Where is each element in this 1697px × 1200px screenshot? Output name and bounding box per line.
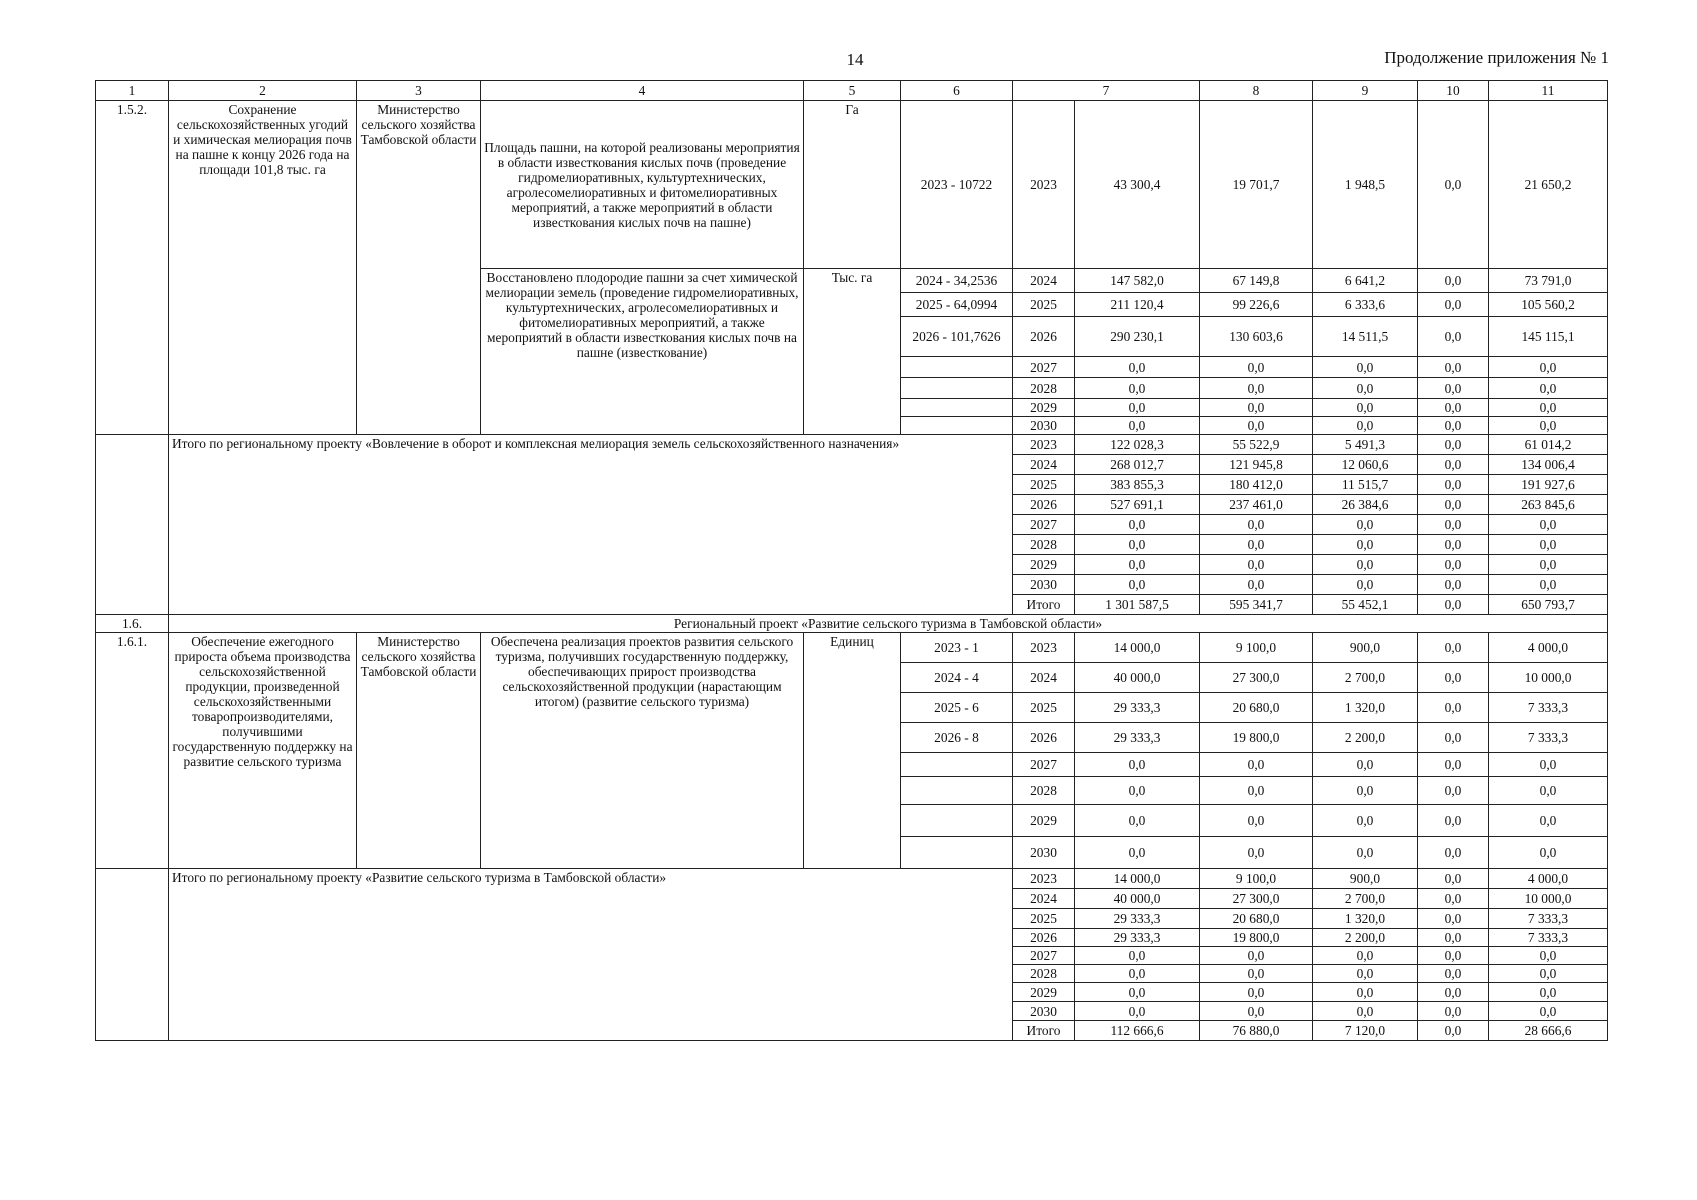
year-cell: 2024 (1013, 663, 1075, 693)
value-cell-c10: 0,0 (1418, 595, 1489, 615)
value-cell-c8: 130 603,6 (1200, 317, 1313, 357)
value-cell-c7: 29 333,3 (1075, 723, 1200, 753)
value-cell-c11: 0,0 (1489, 575, 1608, 595)
year-cell: 2023 (1013, 101, 1075, 269)
value-cell-c11: 0,0 (1489, 777, 1608, 805)
value-cell-c9: 0,0 (1313, 777, 1418, 805)
value-cell-c8: 0,0 (1200, 777, 1313, 805)
value-cell-c9: 5 491,3 (1313, 435, 1418, 455)
value-cell-c9: 0,0 (1313, 535, 1418, 555)
value-cell-c7: 0,0 (1075, 515, 1200, 535)
value-cell-c9: 0,0 (1313, 417, 1418, 435)
value-cell-c7: 0,0 (1075, 575, 1200, 595)
column-number-10: 10 (1418, 81, 1489, 101)
value-cell-c7: 0,0 (1075, 378, 1200, 399)
value-cell-c8: 0,0 (1200, 378, 1313, 399)
value-cell-c7: 0,0 (1075, 357, 1200, 378)
value-cell-c7: 0,0 (1075, 417, 1200, 435)
value-cell-c11: 0,0 (1489, 837, 1608, 869)
value-cell-c10: 0,0 (1418, 378, 1489, 399)
value-cell-c10: 0,0 (1418, 633, 1489, 663)
column-number-2: 2 (169, 81, 357, 101)
value-cell-c8: 20 680,0 (1200, 693, 1313, 723)
indicator-name: Площадь пашни, на которой реализованы мероприятия в области известкования кислых почв (проведение гидромелиоративных, культуртехнических, агролесомелиоративных и фитомелиоративных мероприятий, а также мероприятий в области известкования кислых почв на пашне) (481, 101, 804, 269)
column-number-6: 6 (901, 81, 1013, 101)
value-cell-c10: 0,0 (1418, 357, 1489, 378)
value-cell-c11: 191 927,6 (1489, 475, 1608, 495)
value-cell-c8: 19 800,0 (1200, 723, 1313, 753)
value-cell-c9: 1 948,5 (1313, 101, 1418, 269)
year-cell: 2026 (1013, 929, 1075, 947)
table-row (96, 435, 1608, 455)
value-cell-c11: 73 791,0 (1489, 269, 1608, 293)
value-cell-c7: 112 666,6 (1075, 1021, 1200, 1041)
value-cell-c10: 0,0 (1418, 575, 1489, 595)
year-cell: 2027 (1013, 515, 1075, 535)
value-cell-c7: 211 120,4 (1075, 293, 1200, 317)
indicator-target (901, 777, 1013, 805)
value-cell-c7: 290 230,1 (1075, 317, 1200, 357)
page-number: 14 (846, 50, 864, 69)
empty-code-cell (96, 869, 169, 1041)
year-cell: 2029 (1013, 399, 1075, 417)
value-cell-c11: 134 006,4 (1489, 455, 1608, 475)
year-cell: 2025 (1013, 693, 1075, 723)
column-number-1: 1 (96, 81, 169, 101)
year-cell: 2030 (1013, 417, 1075, 435)
table-row (96, 633, 1608, 663)
column-number-9: 9 (1313, 81, 1418, 101)
year-cell: 2028 (1013, 535, 1075, 555)
measure-name: Сохранение сельскохозяйственных угодий и химическая мелиорация почв на пашне к концу 2026 года на площади 101,8 тыс. га (169, 101, 357, 435)
value-cell-c11: 61 014,2 (1489, 435, 1608, 455)
indicator-name: Обеспечена реализация проектов развития сельского туризма, получивших государственную поддержку, обеспечивающих прирост производства сельскохозяйственной продукции (нарастающим итогом) (развитие сельского туризма) (481, 633, 804, 869)
value-cell-c10: 0,0 (1418, 693, 1489, 723)
value-cell-c11: 0,0 (1489, 753, 1608, 777)
value-cell-c10: 0,0 (1418, 723, 1489, 753)
value-cell-c10: 0,0 (1418, 399, 1489, 417)
measure-code: 1.6.1. (96, 633, 169, 869)
value-cell-c10: 0,0 (1418, 1002, 1489, 1021)
value-cell-c8: 0,0 (1200, 535, 1313, 555)
year-cell: 2026 (1013, 317, 1075, 357)
value-cell-c7: 0,0 (1075, 837, 1200, 869)
value-cell-c8: 27 300,0 (1200, 889, 1313, 909)
value-cell-c7: 40 000,0 (1075, 663, 1200, 693)
appendix-table (95, 80, 1608, 1041)
year-cell: Итого (1013, 1021, 1075, 1041)
measure-name: Обеспечение ежегодного прироста объема производства сельскохозяйственной продукции, произведенной сельскохозяйственными товаропроизводителями, получившими государственную поддержку на развитие сельского туризма (169, 633, 357, 869)
year-cell: 2030 (1013, 575, 1075, 595)
value-cell-c7: 0,0 (1075, 1002, 1200, 1021)
value-cell-c9: 0,0 (1313, 575, 1418, 595)
value-cell-c11: 21 650,2 (1489, 101, 1608, 269)
value-cell-c7: 0,0 (1075, 805, 1200, 837)
value-cell-c8: 0,0 (1200, 515, 1313, 535)
value-cell-c10: 0,0 (1418, 535, 1489, 555)
indicator-target (901, 837, 1013, 869)
measure-executor: Министерство сельского хозяйства Тамбовской области (357, 633, 481, 869)
value-cell-c10: 0,0 (1418, 475, 1489, 495)
value-cell-c9: 6 641,2 (1313, 269, 1418, 293)
value-cell-c9: 7 120,0 (1313, 1021, 1418, 1041)
value-cell-c11: 650 793,7 (1489, 595, 1608, 615)
value-cell-c10: 0,0 (1418, 555, 1489, 575)
value-cell-c7: 0,0 (1075, 965, 1200, 983)
value-cell-c10: 0,0 (1418, 1021, 1489, 1041)
value-cell-c7: 527 691,1 (1075, 495, 1200, 515)
value-cell-c10: 0,0 (1418, 965, 1489, 983)
value-cell-c7: 0,0 (1075, 753, 1200, 777)
table-row (96, 869, 1608, 889)
year-cell: 2025 (1013, 909, 1075, 929)
section-title: Региональный проект «Развитие сельского туризма в Тамбовской области» (169, 615, 1608, 633)
value-cell-c11: 4 000,0 (1489, 633, 1608, 663)
indicator-target: 2025 - 6 (901, 693, 1013, 723)
year-cell: 2024 (1013, 455, 1075, 475)
indicator-target (901, 805, 1013, 837)
value-cell-c9: 1 320,0 (1313, 909, 1418, 929)
table-row (96, 101, 1608, 269)
value-cell-c9: 14 511,5 (1313, 317, 1418, 357)
value-cell-c11: 0,0 (1489, 805, 1608, 837)
value-cell-c10: 0,0 (1418, 837, 1489, 869)
value-cell-c8: 0,0 (1200, 753, 1313, 777)
value-cell-c8: 0,0 (1200, 1002, 1313, 1021)
value-cell-c8: 180 412,0 (1200, 475, 1313, 495)
value-cell-c9: 1 320,0 (1313, 693, 1418, 723)
column-number-3: 3 (357, 81, 481, 101)
project-total-label: Итого по региональному проекту «Вовлечение в оборот и комплексная мелиорация земель сельскохозяйственного назначения» (169, 435, 1013, 615)
year-cell: 2023 (1013, 633, 1075, 663)
indicator-name: Восстановлено плодородие пашни за счет химической мелиорации земель (проведение гидромелиоративных, культуртехнических, агролесомелиоративных и фитомелиоративных мероприятий, а также мероприятий в области известкования кислых почв на пашне (известкование) (481, 269, 804, 435)
year-cell: 2023 (1013, 435, 1075, 455)
value-cell-c8: 0,0 (1200, 983, 1313, 1002)
value-cell-c11: 10 000,0 (1489, 889, 1608, 909)
value-cell-c11: 28 666,6 (1489, 1021, 1608, 1041)
value-cell-c8: 0,0 (1200, 965, 1313, 983)
value-cell-c10: 0,0 (1418, 417, 1489, 435)
value-cell-c11: 0,0 (1489, 417, 1608, 435)
value-cell-c11: 0,0 (1489, 555, 1608, 575)
value-cell-c10: 0,0 (1418, 317, 1489, 357)
value-cell-c11: 7 333,3 (1489, 723, 1608, 753)
indicator-unit: Единиц (804, 633, 901, 869)
value-cell-c9: 2 700,0 (1313, 663, 1418, 693)
value-cell-c11: 263 845,6 (1489, 495, 1608, 515)
value-cell-c7: 0,0 (1075, 947, 1200, 965)
value-cell-c9: 2 700,0 (1313, 889, 1418, 909)
value-cell-c8: 67 149,8 (1200, 269, 1313, 293)
year-cell: 2028 (1013, 965, 1075, 983)
value-cell-c9: 55 452,1 (1313, 595, 1418, 615)
value-cell-c7: 0,0 (1075, 777, 1200, 805)
value-cell-c8: 99 226,6 (1200, 293, 1313, 317)
year-cell: 2027 (1013, 947, 1075, 965)
value-cell-c9: 900,0 (1313, 869, 1418, 889)
year-cell: 2029 (1013, 805, 1075, 837)
table-row (96, 615, 1608, 633)
value-cell-c11: 4 000,0 (1489, 869, 1608, 889)
value-cell-c9: 900,0 (1313, 633, 1418, 663)
value-cell-c9: 0,0 (1313, 357, 1418, 378)
value-cell-c9: 6 333,6 (1313, 293, 1418, 317)
column-number-4: 4 (481, 81, 804, 101)
value-cell-c7: 0,0 (1075, 983, 1200, 1002)
appendix-continuation-label: Продолжение приложения № 1 (1384, 48, 1609, 67)
indicator-target: 2023 - 10722 (901, 101, 1013, 269)
value-cell-c9: 0,0 (1313, 837, 1418, 869)
value-cell-c10: 0,0 (1418, 869, 1489, 889)
value-cell-c10: 0,0 (1418, 805, 1489, 837)
value-cell-c8: 76 880,0 (1200, 1021, 1313, 1041)
year-cell: 2030 (1013, 837, 1075, 869)
year-cell: 2026 (1013, 495, 1075, 515)
value-cell-c10: 0,0 (1418, 753, 1489, 777)
value-cell-c9: 0,0 (1313, 805, 1418, 837)
year-cell: 2027 (1013, 357, 1075, 378)
value-cell-c9: 0,0 (1313, 965, 1418, 983)
value-cell-c9: 0,0 (1313, 399, 1418, 417)
value-cell-c7: 268 012,7 (1075, 455, 1200, 475)
indicator-target (901, 417, 1013, 435)
column-number-8: 8 (1200, 81, 1313, 101)
value-cell-c8: 19 701,7 (1200, 101, 1313, 269)
year-cell: 2030 (1013, 1002, 1075, 1021)
value-cell-c7: 0,0 (1075, 555, 1200, 575)
year-cell: 2025 (1013, 293, 1075, 317)
value-cell-c7: 147 582,0 (1075, 269, 1200, 293)
value-cell-c8: 0,0 (1200, 399, 1313, 417)
value-cell-c9: 12 060,6 (1313, 455, 1418, 475)
indicator-target: 2024 - 4 (901, 663, 1013, 693)
value-cell-c10: 0,0 (1418, 909, 1489, 929)
year-cell: 2024 (1013, 889, 1075, 909)
value-cell-c10: 0,0 (1418, 929, 1489, 947)
indicator-target: 2023 - 1 (901, 633, 1013, 663)
indicator-target: 2024 - 34,2536 (901, 269, 1013, 293)
project-total-label: Итого по региональному проекту «Развитие сельского туризма в Тамбовской области» (169, 869, 1013, 1041)
value-cell-c7: 43 300,4 (1075, 101, 1200, 269)
value-cell-c9: 0,0 (1313, 1002, 1418, 1021)
value-cell-c10: 0,0 (1418, 495, 1489, 515)
column-number-7: 7 (1013, 81, 1200, 101)
value-cell-c7: 14 000,0 (1075, 869, 1200, 889)
value-cell-c9: 0,0 (1313, 753, 1418, 777)
value-cell-c9: 0,0 (1313, 555, 1418, 575)
indicator-target (901, 399, 1013, 417)
value-cell-c8: 0,0 (1200, 357, 1313, 378)
value-cell-c11: 0,0 (1489, 399, 1608, 417)
indicator-unit: Га (804, 101, 901, 269)
value-cell-c7: 0,0 (1075, 399, 1200, 417)
value-cell-c10: 0,0 (1418, 983, 1489, 1002)
value-cell-c8: 19 800,0 (1200, 929, 1313, 947)
measure-executor: Министерство сельского хозяйства Тамбовской области (357, 101, 481, 435)
year-cell: 2027 (1013, 753, 1075, 777)
value-cell-c10: 0,0 (1418, 293, 1489, 317)
year-cell: 2025 (1013, 475, 1075, 495)
value-cell-c11: 0,0 (1489, 535, 1608, 555)
value-cell-c10: 0,0 (1418, 101, 1489, 269)
year-cell: Итого (1013, 595, 1075, 615)
year-cell: 2023 (1013, 869, 1075, 889)
year-cell: 2026 (1013, 723, 1075, 753)
value-cell-c10: 0,0 (1418, 889, 1489, 909)
value-cell-c7: 383 855,3 (1075, 475, 1200, 495)
indicator-target (901, 753, 1013, 777)
value-cell-c8: 121 945,8 (1200, 455, 1313, 475)
year-cell: 2029 (1013, 555, 1075, 575)
value-cell-c8: 9 100,0 (1200, 633, 1313, 663)
value-cell-c10: 0,0 (1418, 515, 1489, 535)
value-cell-c11: 0,0 (1489, 965, 1608, 983)
year-cell: 2028 (1013, 777, 1075, 805)
empty-code-cell (96, 435, 169, 615)
value-cell-c8: 55 522,9 (1200, 435, 1313, 455)
value-cell-c11: 0,0 (1489, 378, 1608, 399)
value-cell-c9: 11 515,7 (1313, 475, 1418, 495)
value-cell-c9: 0,0 (1313, 378, 1418, 399)
indicator-target: 2026 - 8 (901, 723, 1013, 753)
value-cell-c11: 0,0 (1489, 1002, 1608, 1021)
value-cell-c11: 0,0 (1489, 947, 1608, 965)
value-cell-c7: 14 000,0 (1075, 633, 1200, 663)
value-cell-c7: 29 333,3 (1075, 693, 1200, 723)
value-cell-c11: 0,0 (1489, 515, 1608, 535)
column-number-5: 5 (804, 81, 901, 101)
header-row (96, 81, 1608, 101)
value-cell-c9: 0,0 (1313, 947, 1418, 965)
value-cell-c10: 0,0 (1418, 777, 1489, 805)
year-cell: 2028 (1013, 378, 1075, 399)
value-cell-c8: 0,0 (1200, 805, 1313, 837)
value-cell-c9: 0,0 (1313, 515, 1418, 535)
value-cell-c7: 122 028,3 (1075, 435, 1200, 455)
column-number-11: 11 (1489, 81, 1608, 101)
value-cell-c7: 29 333,3 (1075, 929, 1200, 947)
value-cell-c10: 0,0 (1418, 269, 1489, 293)
value-cell-c8: 9 100,0 (1200, 869, 1313, 889)
value-cell-c8: 27 300,0 (1200, 663, 1313, 693)
value-cell-c11: 0,0 (1489, 983, 1608, 1002)
indicator-unit: Тыс. га (804, 269, 901, 435)
year-cell: 2029 (1013, 983, 1075, 1002)
indicator-target (901, 378, 1013, 399)
value-cell-c11: 0,0 (1489, 357, 1608, 378)
indicator-target: 2025 - 64,0994 (901, 293, 1013, 317)
value-cell-c8: 595 341,7 (1200, 595, 1313, 615)
value-cell-c8: 0,0 (1200, 417, 1313, 435)
section-code: 1.6. (96, 615, 169, 633)
indicator-target (901, 357, 1013, 378)
indicator-target: 2026 - 101,7626 (901, 317, 1013, 357)
value-cell-c11: 145 115,1 (1489, 317, 1608, 357)
value-cell-c11: 10 000,0 (1489, 663, 1608, 693)
value-cell-c11: 7 333,3 (1489, 693, 1608, 723)
value-cell-c9: 0,0 (1313, 983, 1418, 1002)
value-cell-c11: 7 333,3 (1489, 909, 1608, 929)
value-cell-c8: 20 680,0 (1200, 909, 1313, 929)
value-cell-c11: 105 560,2 (1489, 293, 1608, 317)
value-cell-c10: 0,0 (1418, 663, 1489, 693)
value-cell-c8: 0,0 (1200, 575, 1313, 595)
value-cell-c8: 0,0 (1200, 837, 1313, 869)
value-cell-c7: 29 333,3 (1075, 909, 1200, 929)
value-cell-c8: 237 461,0 (1200, 495, 1313, 515)
value-cell-c8: 0,0 (1200, 555, 1313, 575)
value-cell-c9: 26 384,6 (1313, 495, 1418, 515)
value-cell-c7: 1 301 587,5 (1075, 595, 1200, 615)
value-cell-c10: 0,0 (1418, 435, 1489, 455)
value-cell-c9: 2 200,0 (1313, 929, 1418, 947)
value-cell-c9: 2 200,0 (1313, 723, 1418, 753)
value-cell-c7: 0,0 (1075, 535, 1200, 555)
value-cell-c8: 0,0 (1200, 947, 1313, 965)
year-cell: 2024 (1013, 269, 1075, 293)
value-cell-c10: 0,0 (1418, 947, 1489, 965)
value-cell-c7: 40 000,0 (1075, 889, 1200, 909)
measure-code: 1.5.2. (96, 101, 169, 435)
value-cell-c11: 7 333,3 (1489, 929, 1608, 947)
value-cell-c10: 0,0 (1418, 455, 1489, 475)
